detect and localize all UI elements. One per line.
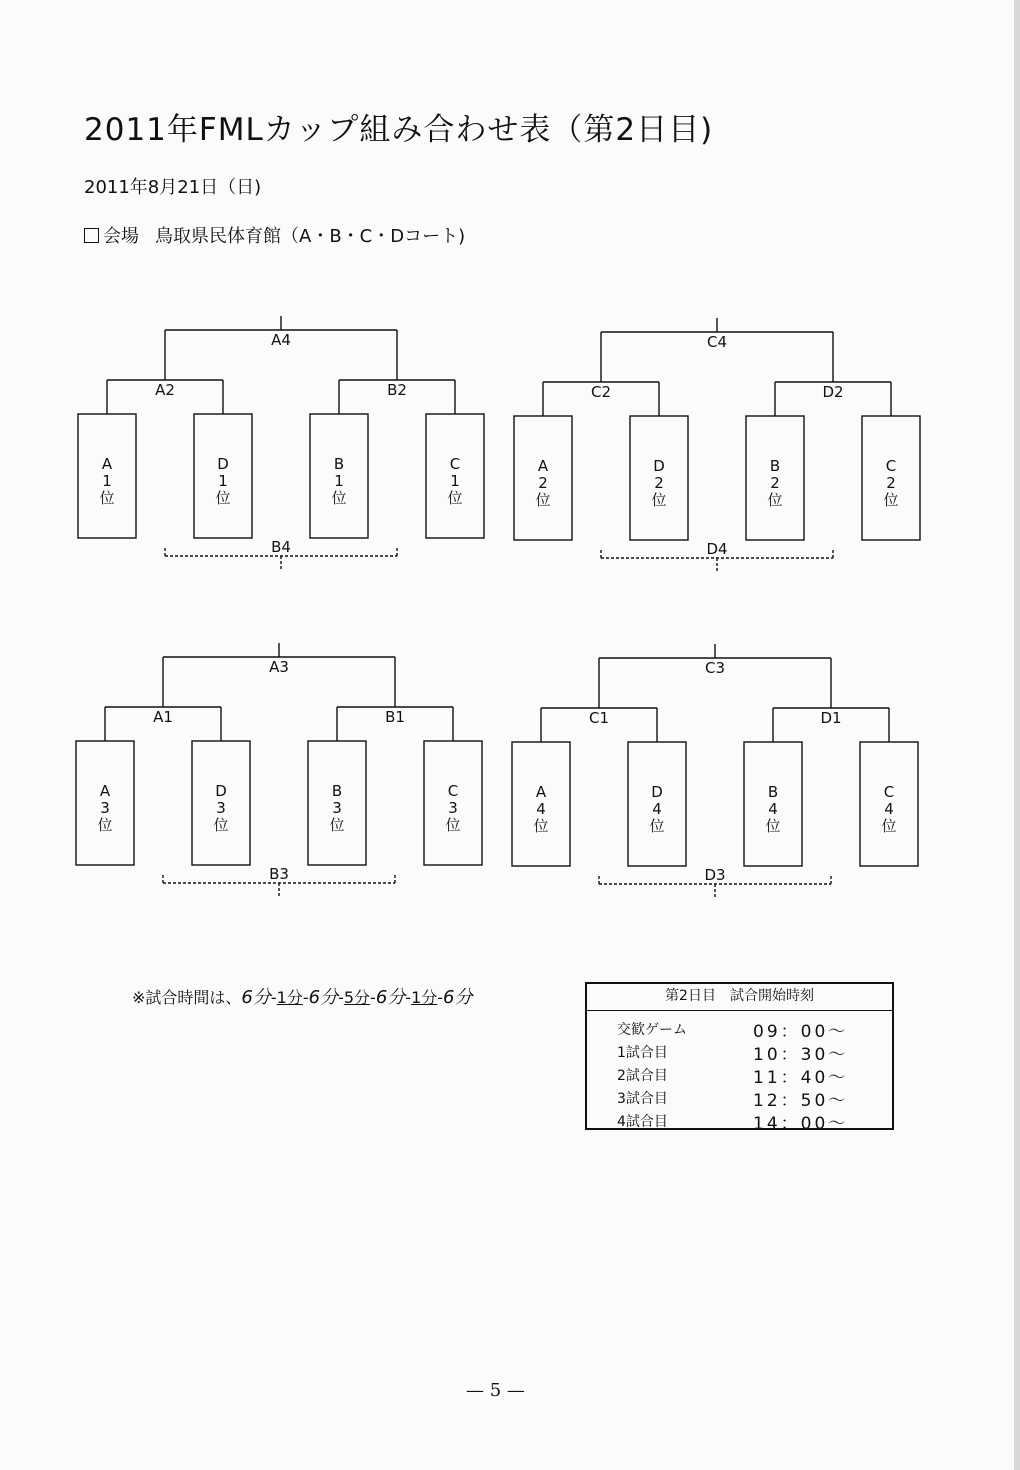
team-rank-number: 4 <box>768 800 778 818</box>
semi-match-label: C2 <box>590 383 612 401</box>
team-rank-label: 位 <box>535 491 551 509</box>
final-match-label: A4 <box>271 331 291 349</box>
team-rank-label: 位 <box>883 491 899 509</box>
schedule-row <box>587 1015 892 1042</box>
semi-match-label: A2 <box>155 381 175 399</box>
team-rank-label: 位 <box>329 816 345 834</box>
schedule-time: 11：40～ <box>753 1068 849 1088</box>
final-match-label: A3 <box>269 658 289 676</box>
team-rank-label: 位 <box>447 489 463 507</box>
team-rank-label: 位 <box>99 489 115 507</box>
team-group-letter: B <box>331 782 343 800</box>
semi-match-label: B1 <box>385 708 405 726</box>
team-rank-number: 1 <box>334 472 344 490</box>
team-rank-label: 位 <box>331 489 347 507</box>
team-rank-number: 4 <box>536 800 546 818</box>
time-part-3: 6分 <box>308 987 339 1008</box>
schedule-row <box>587 1107 892 1134</box>
team-rank-number: 4 <box>884 800 894 818</box>
schedule-row <box>587 1038 892 1065</box>
schedule-row <box>587 1084 892 1111</box>
team-group-letter: A <box>537 457 549 475</box>
semi-match-label: C1 <box>588 709 610 727</box>
time-part-2: 1分 <box>276 988 303 1007</box>
team-group-letter: A <box>101 455 113 473</box>
team-group-letter: A <box>535 783 547 801</box>
match-time-note: ※試合時間は、6分-1分-6分-5分-6分-1分-6分 <box>132 987 473 1008</box>
time-part-5: 6分 <box>375 987 406 1008</box>
losers-match-label: D3 <box>704 866 726 884</box>
team-group-letter: C <box>447 782 459 800</box>
team-group-letter: C <box>449 455 461 473</box>
losers-match-label: D4 <box>706 540 728 558</box>
losers-match-label: B4 <box>271 538 291 556</box>
team-rank-number: 3 <box>448 799 458 817</box>
team-rank-label: 位 <box>97 816 113 834</box>
team-rank-number: 1 <box>102 472 112 490</box>
team-group-letter: A <box>99 782 111 800</box>
team-rank-number: 3 <box>216 799 226 817</box>
team-group-letter: D <box>651 783 663 801</box>
schedule-time: 12：50～ <box>753 1091 849 1111</box>
team-rank-label: 位 <box>445 816 461 834</box>
semi-match-label: D1 <box>820 709 842 727</box>
team-group-letter: C <box>883 783 895 801</box>
page-number: — 5 — <box>466 1380 525 1401</box>
team-rank-label: 位 <box>765 817 781 835</box>
team-rank-number: 3 <box>100 799 110 817</box>
team-rank-number: 1 <box>218 472 228 490</box>
venue-label: 会場 <box>103 226 139 247</box>
team-rank-number: 2 <box>654 474 664 492</box>
time-part-6: 1分 <box>411 988 438 1007</box>
team-rank-label: 位 <box>767 491 783 509</box>
schedule-time: 09：00～ <box>753 1022 849 1042</box>
team-rank-label: 位 <box>213 816 229 834</box>
team-rank-number: 4 <box>652 800 662 818</box>
schedule-label: 3試合目 <box>617 1091 668 1107</box>
page-title: 2011年FMLカップ組み合わせ表（第2日目) <box>84 112 714 148</box>
team-rank-number: 2 <box>770 474 780 492</box>
team-group-letter: C <box>885 457 897 475</box>
time-part-1: 6分 <box>241 987 271 1008</box>
time-part-7: 6分 <box>443 987 473 1008</box>
time-part-4: 5分 <box>343 988 371 1007</box>
losers-match-label: B3 <box>269 865 289 883</box>
team-group-letter: D <box>217 455 229 473</box>
note-prefix: ※試合時間は、 <box>132 988 242 1007</box>
team-rank-label: 位 <box>533 817 549 835</box>
team-group-letter: B <box>767 783 779 801</box>
team-group-letter: B <box>769 457 781 475</box>
final-match-label: C3 <box>704 659 726 677</box>
team-rank-label: 位 <box>881 817 897 835</box>
schedule-time: 10：30～ <box>753 1045 849 1065</box>
semi-match-label: D2 <box>822 383 844 401</box>
team-rank-number: 1 <box>450 472 460 490</box>
semi-match-label: A1 <box>153 708 173 726</box>
schedule-row <box>587 1061 892 1088</box>
schedule-label: 4試合目 <box>617 1114 668 1130</box>
team-group-letter: D <box>215 782 227 800</box>
schedule-label: 交歓ゲーム <box>617 1022 687 1038</box>
team-rank-label: 位 <box>649 817 665 835</box>
team-rank-number: 2 <box>538 474 548 492</box>
schedule-label: 2試合目 <box>617 1068 668 1084</box>
schedule-label: 1試合目 <box>617 1045 668 1061</box>
team-rank-label: 位 <box>215 489 231 507</box>
schedule-title: 第2日目 試合開始時刻 <box>587 984 892 1011</box>
team-rank-label: 位 <box>651 491 667 509</box>
event-date: 2011年8月21日（日) <box>84 177 262 198</box>
team-group-letter: B <box>333 455 345 473</box>
start-time-table <box>585 982 894 1134</box>
final-match-label: C4 <box>706 333 728 351</box>
semi-match-label: B2 <box>387 381 407 399</box>
team-rank-number: 2 <box>886 474 896 492</box>
team-rank-number: 3 <box>332 799 342 817</box>
schedule-time: 14：00～ <box>753 1114 849 1134</box>
venue-name: 鳥取県民体育館（A・B・C・Dコート) <box>155 226 466 247</box>
team-group-letter: D <box>653 457 665 475</box>
